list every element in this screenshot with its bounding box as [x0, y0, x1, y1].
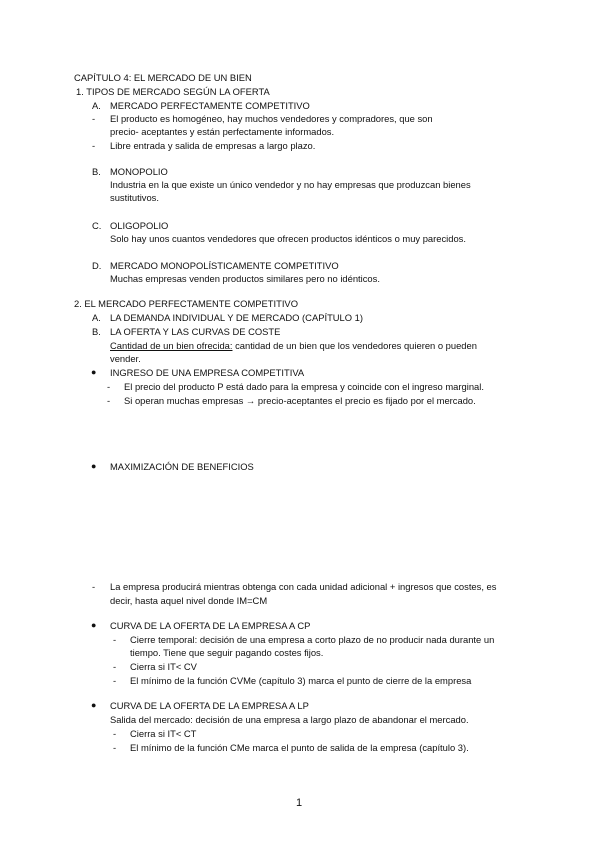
- s1-a-bullet-1-line-1: El producto es homogéneo, hay muchos vendedores y compradores, que son: [110, 113, 433, 124]
- s2-a-letter: A.: [92, 312, 101, 323]
- s2-b-letter: B.: [92, 326, 101, 337]
- section-2-heading: 2. EL MERCADO PERFECTAMENTE COMPETITIVO: [74, 298, 298, 309]
- s1-b-letter: B.: [92, 166, 101, 177]
- max-title: MAXIMIZACIÓN DE BENEFICIOS: [110, 461, 254, 472]
- lp-bullet-2: El mínimo de la función CMe marca el punto de salida de la empresa (capítulo 3).: [130, 742, 469, 753]
- s1-b-line-1: Industria en la que existe un único vendedor y no hay empresas que produzcan bienes: [110, 179, 471, 190]
- ingreso-bullet-icon: ●: [91, 367, 97, 377]
- s1-a-title: MERCADO PERFECTAMENTE COMPETITIVO: [110, 100, 310, 111]
- ingreso-dash-1: -: [107, 381, 111, 392]
- s1-c-line-1: Solo hay unos cuantos vendedores que ofrecen productos idénticos o muy parecidos.: [110, 233, 466, 244]
- s1-a-dash-1: -: [92, 113, 96, 124]
- s1-a-dash-2: -: [92, 140, 96, 151]
- cp-dash-3: -: [113, 675, 117, 686]
- cp-bullet-1-line-2: tiempo. Tiene que seguir pagando costes fijos.: [130, 647, 324, 658]
- s1-d-line-1: Muchas empresas venden productos similares pero no idénticos.: [110, 273, 380, 284]
- cp-title: CURVA DE LA OFERTA DE LA EMPRESA A CP: [110, 620, 311, 631]
- s1-c-title: OLIGOPOLIO: [110, 220, 169, 231]
- s2-b-definition-text: cantidad de un bien que los vendedores quieren o pueden: [232, 340, 477, 351]
- s1-a-bullet-2: Libre entrada y salida de empresas a largo plazo.: [110, 140, 316, 151]
- cp-dash-1: -: [113, 634, 117, 645]
- lp-bullet-1: Cierra si IT< CT: [130, 728, 197, 739]
- cp-dash-2: -: [113, 661, 117, 672]
- ingreso-dash-2: -: [107, 395, 111, 406]
- s2-b-title: LA OFERTA Y LAS CURVAS DE COSTE: [110, 326, 281, 337]
- section-1-heading: 1. TIPOS DE MERCADO SEGÚN LA OFERTA: [76, 86, 270, 97]
- cp-bullet-icon: ●: [91, 620, 97, 630]
- s1-d-title: MERCADO MONOPOLÍSTICAMENTE COMPETITIVO: [110, 260, 339, 271]
- chapter-title: CAPÍTULO 4: EL MERCADO DE UN BIEN: [74, 72, 252, 83]
- s2-b-definition: [110, 339, 477, 353]
- s1-a-bullet-1-line-2: precio- aceptantes y están perfectamente informados.: [110, 126, 335, 137]
- lp-title: CURVA DE LA OFERTA DE LA EMPRESA A LP: [110, 700, 309, 711]
- s1-c-letter: C.: [92, 220, 102, 231]
- max-bullet-icon: ●: [91, 461, 97, 471]
- cp-bullet-1-line-1: Cierre temporal: decisión de una empresa a corto plazo de no producir nada durante un: [130, 634, 495, 645]
- s1-a-letter: A.: [92, 100, 101, 111]
- max-dash-1: -: [92, 581, 96, 592]
- cp-bullet-3: El mínimo de la función CVMe (capítulo 3) marca el punto de cierre de la empresa: [130, 675, 472, 686]
- ingreso-bullet-1: El precio del producto P está dado para la empresa y coincide con el ingreso marginal.: [124, 381, 484, 392]
- cp-bullet-2: Cierra si IT< CV: [130, 661, 197, 672]
- s2-a-title: LA DEMANDA INDIVIDUAL Y DE MERCADO (CAPÍTULO 1): [110, 312, 364, 323]
- s1-b-line-2: sustitutivos.: [110, 192, 159, 203]
- lp-line-1: Salida del mercado: decisión de una empresa a largo plazo de abandonar el mercado.: [110, 714, 469, 725]
- s2-b-definition-line-2: vender.: [110, 353, 141, 364]
- ingreso-bullet-2: Si operan muchas empresas → precio-aceptantes el precio es fijado por el mercado.: [124, 395, 476, 406]
- max-bullet-1-line-2: decir, hasta aquel nivel donde IM=CM: [110, 595, 268, 606]
- s1-d-letter: D.: [92, 260, 102, 271]
- s2-b-definition-term: Cantidad de un bien ofrecida:: [110, 340, 233, 351]
- lp-bullet-icon: ●: [91, 700, 97, 710]
- ingreso-title: INGRESO DE UNA EMPRESA COMPETITIVA: [110, 367, 305, 378]
- lp-dash-2: -: [113, 742, 117, 753]
- page-number: 1: [296, 797, 303, 809]
- max-bullet-1-line-1: La empresa producirá mientras obtenga con cada unidad adicional + ingresos que costes, es: [110, 581, 497, 592]
- lp-dash-1: -: [113, 728, 117, 739]
- s1-b-title: MONOPOLIO: [110, 166, 168, 177]
